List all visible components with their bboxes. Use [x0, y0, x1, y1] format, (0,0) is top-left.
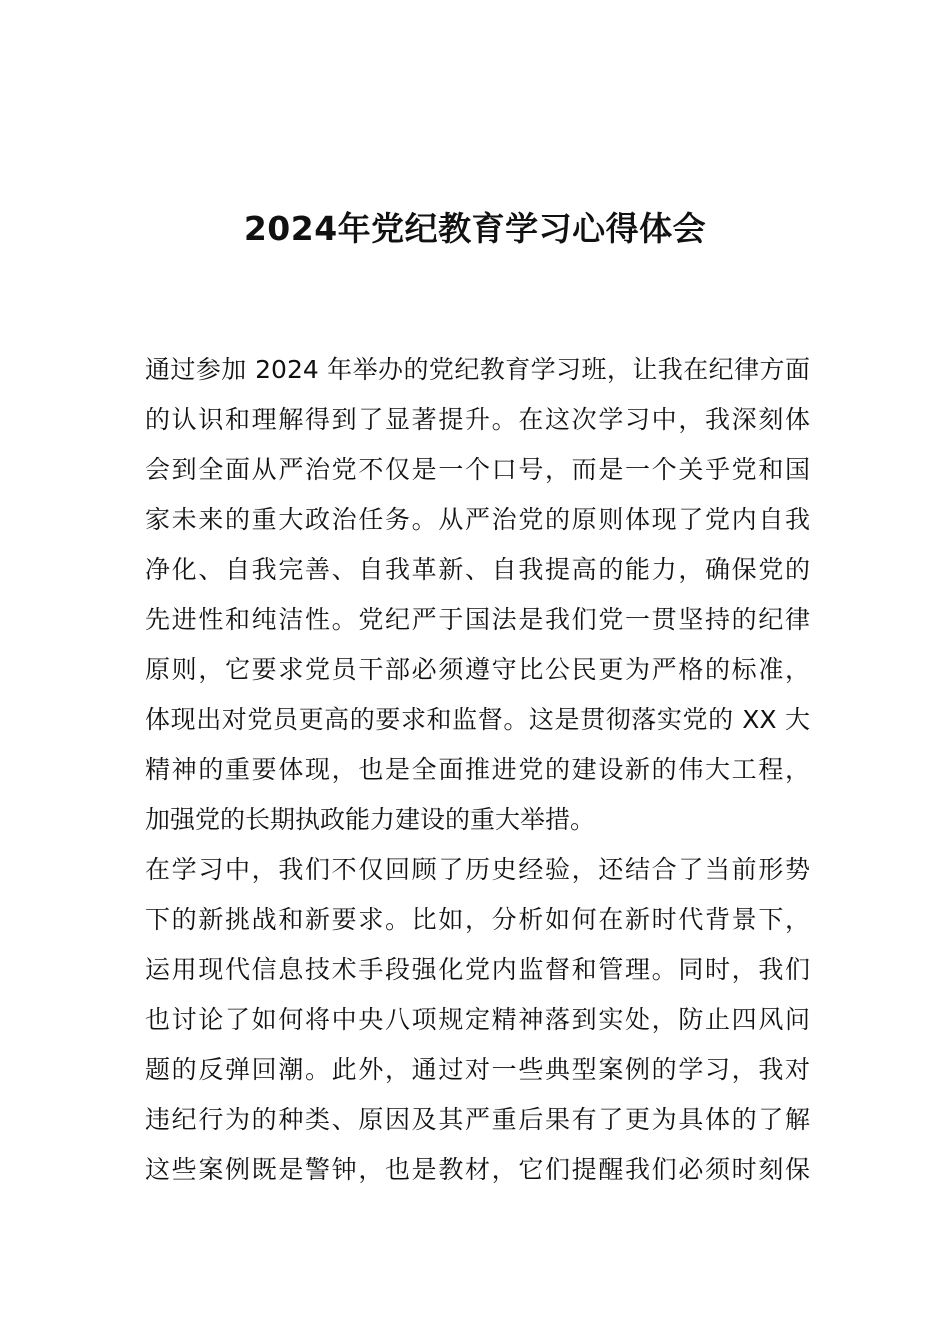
- body-line: 在学习中，我们不仅回顾了历史经验，还结合了当前形势: [145, 855, 810, 884]
- body-line: 净化、自我完善、自我革新、自我提高的能力，确保党的: [145, 555, 810, 584]
- body-line: 违纪行为的种类、原因及其严重后果有了更为具体的了解: [145, 1105, 810, 1134]
- body-line: 先进性和纯洁性。党纪严于国法是我们党一贯坚持的纪律: [145, 605, 810, 634]
- body-line: 运用现代信息技术手段强化党内监督和管理。同时，我们: [145, 955, 810, 984]
- body-line: 加强党的长期执政能力建设的重大举措。: [145, 805, 596, 834]
- body-line: 通过参加 2024 年举办的党纪教育学习班，让我在纪律方面: [145, 355, 810, 384]
- body-line: 也讨论了如何将中央八项规定精神落到实处，防止四风问: [145, 1005, 810, 1034]
- body-line: 这些案例既是警钟，也是教材，它们提醒我们必须时刻保: [145, 1155, 810, 1184]
- body-line: 的认识和理解得到了显著提升。在这次学习中，我深刻体: [145, 405, 810, 434]
- body-line: 原则，它要求党员干部必须遵守比公民更为严格的标准，: [145, 655, 810, 684]
- body-line: 家未来的重大政治任务。从严治党的原则体现了党内自我: [145, 505, 810, 534]
- body-line: 会到全面从严治党不仅是一个口号，而是一个关乎党和国: [145, 455, 810, 484]
- body-line: 下的新挑战和新要求。比如，分析如何在新时代背景下，: [145, 905, 810, 934]
- document-body: [145, 345, 810, 1195]
- body-line: 精神的重要体现，也是全面推进党的建设新的伟大工程，: [145, 755, 810, 784]
- body-line: 体现出对党员更高的要求和监督。这是贯彻落实党的 XX 大: [145, 705, 810, 734]
- document-title: 2024年党纪教育学习心得体会: [243, 209, 707, 248]
- body-line: 题的反弹回潮。此外，通过对一些典型案例的学习，我对: [145, 1055, 810, 1084]
